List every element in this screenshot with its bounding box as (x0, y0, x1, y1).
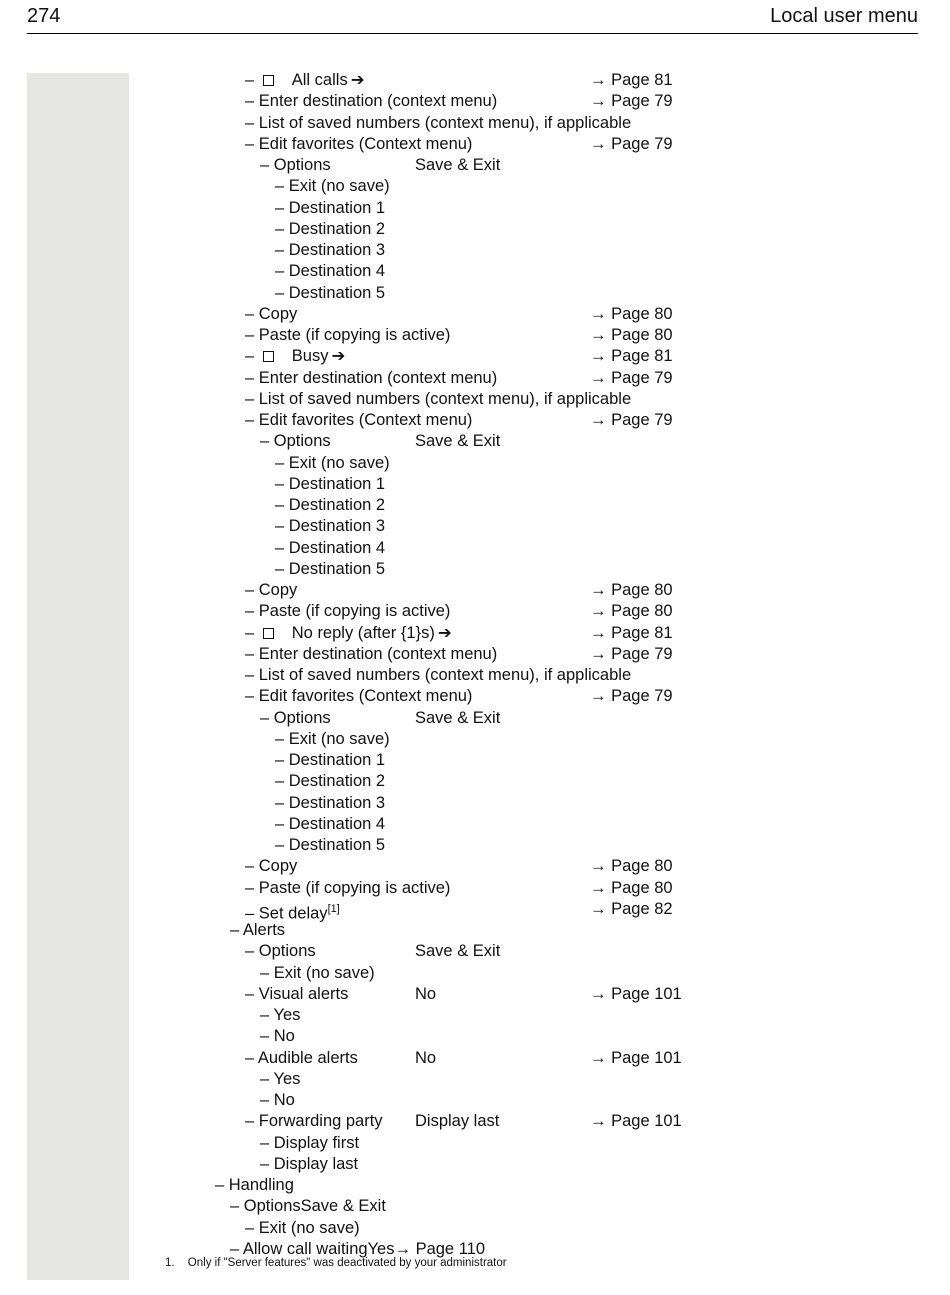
menu-item-label: Busy (291, 347, 329, 366)
menu-item (245, 304, 297, 325)
menu-item (275, 793, 385, 814)
menu-item (245, 70, 365, 91)
menu-item-label: All calls (291, 71, 348, 89)
footnote-text: Only if "Server features" was deactivated by your administrator (187, 1257, 507, 1269)
menu-item-label: – Destination 5 (275, 836, 386, 854)
menu-item (245, 941, 316, 962)
bold-right-arrow-icon: ➔ (331, 347, 346, 366)
page-reference-link[interactable]: → Page 79 (590, 411, 673, 429)
menu-item (245, 1048, 358, 1069)
menu-item (215, 1175, 294, 1196)
menu-item (245, 686, 472, 707)
menu-item-label: – Destination 4 (275, 814, 386, 833)
page-reference-link[interactable]: → Page 79 (590, 687, 673, 706)
bold-right-arrow-icon: ➔ (437, 623, 452, 642)
menu-item (275, 283, 385, 304)
menu-item (275, 474, 385, 495)
menu-item-label: – Allow call waitingYes→ Page 110 (230, 1239, 485, 1258)
menu-item-label: – Set delay (245, 904, 328, 923)
menu-item (245, 325, 450, 346)
menu-item-value: Save & Exit (415, 942, 501, 961)
menu-item-label: – Display last (260, 1154, 359, 1173)
page-reference-link[interactable]: → Page 80 (590, 878, 673, 897)
menu-item-value: Save & Exit (415, 156, 501, 174)
header-rule (27, 33, 918, 34)
page-reference-link[interactable]: → Page 101 (590, 984, 682, 1003)
menu-item-label: – No (260, 1027, 295, 1046)
menu-item (275, 771, 385, 792)
menu-item-label: – Enter destination (context menu) (245, 644, 498, 663)
menu-item-label: – Destination 4 (275, 262, 386, 281)
menu-item (230, 920, 285, 941)
menu-item-label: – Edit favorites (Context menu) (245, 134, 473, 153)
menu-item (245, 580, 297, 601)
menu-item (245, 410, 472, 431)
menu-item (245, 1218, 360, 1239)
menu-item (275, 538, 385, 559)
menu-item-value: No (415, 984, 437, 1003)
menu-item-label: – Destination 2 (275, 219, 386, 238)
menu-item (275, 750, 385, 771)
menu-item-label: – Destination 3 (275, 517, 386, 536)
page-reference-link[interactable]: → Page 79 (590, 368, 673, 387)
menu-item (260, 1090, 295, 1111)
menu-item (245, 1111, 383, 1132)
footnote-marker: [1] (327, 902, 340, 915)
menu-item-label: – Destination 2 (275, 496, 386, 514)
menu-item (260, 1069, 300, 1090)
menu-item (260, 1005, 300, 1026)
menu-item (245, 389, 631, 410)
menu-item-label: – Paste (if copying is active) (245, 602, 451, 621)
menu-item-label: – List of saved numbers (context menu), if applicable (245, 666, 632, 684)
checkbox-icon (263, 628, 274, 639)
menu-item-value: No (415, 1048, 437, 1067)
menu-item-value: Save & Exit (415, 432, 501, 451)
menu-item (245, 368, 497, 389)
menu-item (275, 835, 385, 856)
page-reference-link[interactable]: → Page 80 (590, 304, 673, 323)
menu-item-label: – Exit (no save) (275, 177, 390, 196)
menu-item-label: – Copy (245, 857, 298, 876)
page-reference-link[interactable]: → Page 79 (590, 92, 673, 111)
menu-item-label: – Destination 1 (275, 751, 386, 769)
menu-item-label: – Enter destination (context menu) (245, 92, 498, 111)
menu-item (245, 623, 452, 644)
menu-item-label: – Exit (no save) (275, 729, 390, 748)
menu-item-label: – Destination 3 (275, 241, 386, 259)
menu-item-label: – Yes (260, 1069, 301, 1088)
menu-item (245, 91, 497, 112)
menu-item (275, 814, 385, 835)
menu-item-label: – Destination 5 (275, 559, 386, 578)
menu-item (245, 899, 340, 923)
menu-item-label: – Options (260, 432, 331, 451)
menu-item-label: – Edit favorites (Context menu) (245, 411, 473, 429)
page-reference-link[interactable]: → Page 101 (590, 1112, 682, 1131)
menu-item-label: – OptionsSave & Exit (230, 1197, 386, 1216)
menu-item-label: – List of saved numbers (context menu), if applicable (245, 113, 632, 132)
menu-item (260, 1026, 295, 1047)
menu-item-label: – Exit (no save) (260, 963, 375, 982)
menu-item-label: – Copy (245, 581, 298, 599)
menu-item-label: – Display first (260, 1133, 360, 1152)
page-reference-link[interactable]: → Page 80 (590, 581, 673, 599)
menu-item (260, 963, 375, 984)
page-number: 274 (27, 5, 61, 27)
checkbox-icon (263, 351, 274, 362)
page-reference-link[interactable]: → Page 80 (590, 857, 673, 876)
page-header-title: Local user menu (770, 5, 918, 27)
menu-item (245, 984, 348, 1005)
menu-item-label: – Options (260, 708, 331, 727)
page-reference-link[interactable]: → Page 80 (590, 326, 673, 344)
menu-item-label: – Handling (215, 1176, 294, 1194)
menu-item-label: – List of saved numbers (context menu), if applicable (245, 389, 632, 408)
page-reference-link[interactable]: → Page 80 (590, 602, 673, 621)
footnote (165, 1257, 507, 1269)
menu-item-label: – Visual alerts (245, 984, 349, 1003)
menu-item (260, 155, 331, 176)
menu-item (245, 665, 631, 686)
menu-item-label: – Destination 5 (275, 283, 386, 302)
menu-item-label: – Destination 1 (275, 198, 386, 217)
menu-item (260, 1154, 358, 1175)
menu-item (275, 453, 390, 474)
menu-item-label: No reply (after {1}s) (291, 623, 435, 642)
page-reference-link[interactable]: → Page 81 (590, 623, 673, 642)
menu-item-label: – Options (260, 156, 331, 174)
menu-item-label: – Forwarding party (245, 1112, 383, 1131)
menu-item-value: Save & Exit (415, 708, 501, 727)
menu-item-label: – Exit (no save) (245, 1218, 360, 1237)
menu-item (260, 431, 331, 452)
bold-right-arrow-icon: ➔ (350, 71, 365, 89)
page-reference-link[interactable]: → Page 81 (590, 347, 673, 366)
menu-item-label: – Copy (245, 304, 298, 323)
menu-item-label: – Edit favorites (Context menu) (245, 687, 473, 706)
menu-item-label: – Audible alerts (245, 1048, 358, 1067)
page-reference-link[interactable]: → Page 81 (590, 71, 673, 89)
menu-item-label: – Options (245, 942, 316, 961)
menu-item-prefix: – (245, 347, 259, 366)
menu-item (245, 644, 497, 665)
menu-item-value: Display last (415, 1112, 500, 1131)
menu-item (230, 1196, 386, 1217)
menu-item (275, 729, 390, 750)
menu-item-label: – Destination 3 (275, 793, 386, 812)
menu-item (275, 495, 385, 516)
menu-item-label: – Exit (no save) (275, 453, 390, 472)
menu-item (245, 113, 631, 134)
menu-item (245, 856, 297, 877)
menu-item-label: – No (260, 1091, 295, 1109)
menu-item-label: – Paste (if copying is active) (245, 326, 451, 344)
checkbox-icon (263, 75, 274, 86)
menu-item (275, 559, 385, 580)
menu-item-label: – Destination 1 (275, 474, 386, 493)
menu-item-label: – Alerts (230, 921, 286, 939)
menu-item (275, 219, 385, 240)
menu-item-label: – Enter destination (context menu) (245, 368, 498, 387)
menu-item (275, 198, 385, 219)
menu-item (260, 708, 331, 729)
menu-item (245, 134, 472, 155)
menu-item (245, 878, 450, 899)
page-reference-link[interactable]: → Page 101 (590, 1048, 682, 1067)
page-reference-link[interactable]: → Page 79 (590, 134, 673, 153)
menu-item (245, 346, 345, 367)
menu-item (275, 240, 385, 261)
page-reference-link[interactable]: → Page 82 (590, 899, 673, 918)
menu-item (260, 1133, 359, 1154)
menu-item-label: – Paste (if copying is active) (245, 878, 451, 897)
menu-item-label: – Destination 4 (275, 538, 386, 557)
menu-item-label: – Destination 2 (275, 772, 386, 791)
menu-item (245, 601, 450, 622)
menu-item-label: – Yes (260, 1006, 301, 1024)
footnote-number: 1. (165, 1257, 175, 1269)
menu-item (275, 176, 390, 197)
menu-item (275, 516, 385, 537)
menu-item-prefix: – (245, 71, 259, 89)
sidebar-margin (27, 73, 129, 1280)
menu-item (275, 261, 385, 282)
page-reference-link[interactable]: → Page 79 (590, 644, 673, 663)
menu-item-prefix: – (245, 623, 259, 642)
